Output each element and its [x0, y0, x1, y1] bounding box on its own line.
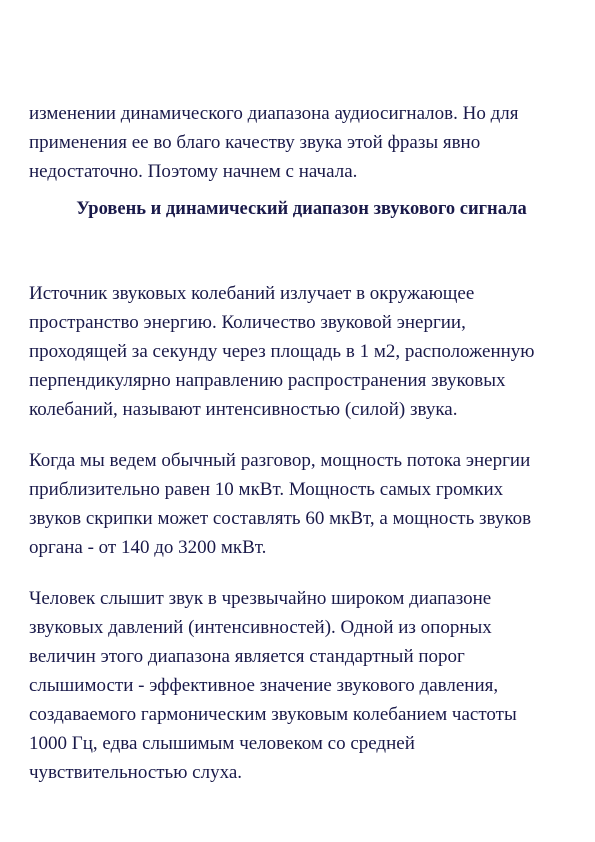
text-line: изменении динамического диапазона аудиосигналов. Но для: [29, 103, 519, 124]
paragraph-power: [29, 446, 574, 562]
text-line: звуковых давлений (интенсивностей). Одной из опорных: [29, 617, 492, 638]
text-line: чувствительностью слуха.: [29, 762, 243, 783]
text-line: недостаточно. Поэтому начнем с начала.: [29, 161, 358, 182]
text-line: применения ее во благо качеству звука этой фразы явно: [29, 132, 481, 153]
section-heading: Уровень и динамический диапазон звукового сигнала: [76, 199, 527, 219]
text-line: 1000 Гц, едва слышимым человеком со средней: [29, 733, 415, 754]
text-line: органа - от 140 до 3200 мкВт.: [29, 537, 267, 558]
paragraph-hearing-threshold: [29, 584, 574, 787]
paragraph-intensity: [29, 279, 574, 424]
text-line: Когда мы ведем обычный разговор, мощность потока энергии: [29, 450, 531, 471]
text-line: пространство энергию. Количество звуковой энергии,: [29, 312, 466, 333]
text-line: перпендикулярно направлению распространения звуковых: [29, 370, 506, 391]
text-line: приблизительно равен 10 мкВт. Мощность самых громких: [29, 479, 504, 500]
text-line: слышимости - эффективное значение звукового давления,: [29, 675, 499, 696]
text-line: проходящей за секунду через площадь в 1 м2, расположенную: [29, 341, 535, 362]
text-line: Источник звуковых колебаний излучает в окружающее: [29, 283, 475, 304]
text-line: создаваемого гармоническим звуковым колебанием частоты: [29, 704, 517, 725]
text-line: Человек слышит звук в чрезвычайно широком диапазоне: [29, 588, 492, 609]
text-line: звуков скрипки может составлять 60 мкВт, а мощность звуков: [29, 508, 532, 529]
intro-paragraph: [29, 99, 574, 186]
text-line: величин этого диапазона является стандартный порог: [29, 646, 465, 667]
text-line: колебаний, называют интенсивностью (силой) звука.: [29, 399, 458, 420]
